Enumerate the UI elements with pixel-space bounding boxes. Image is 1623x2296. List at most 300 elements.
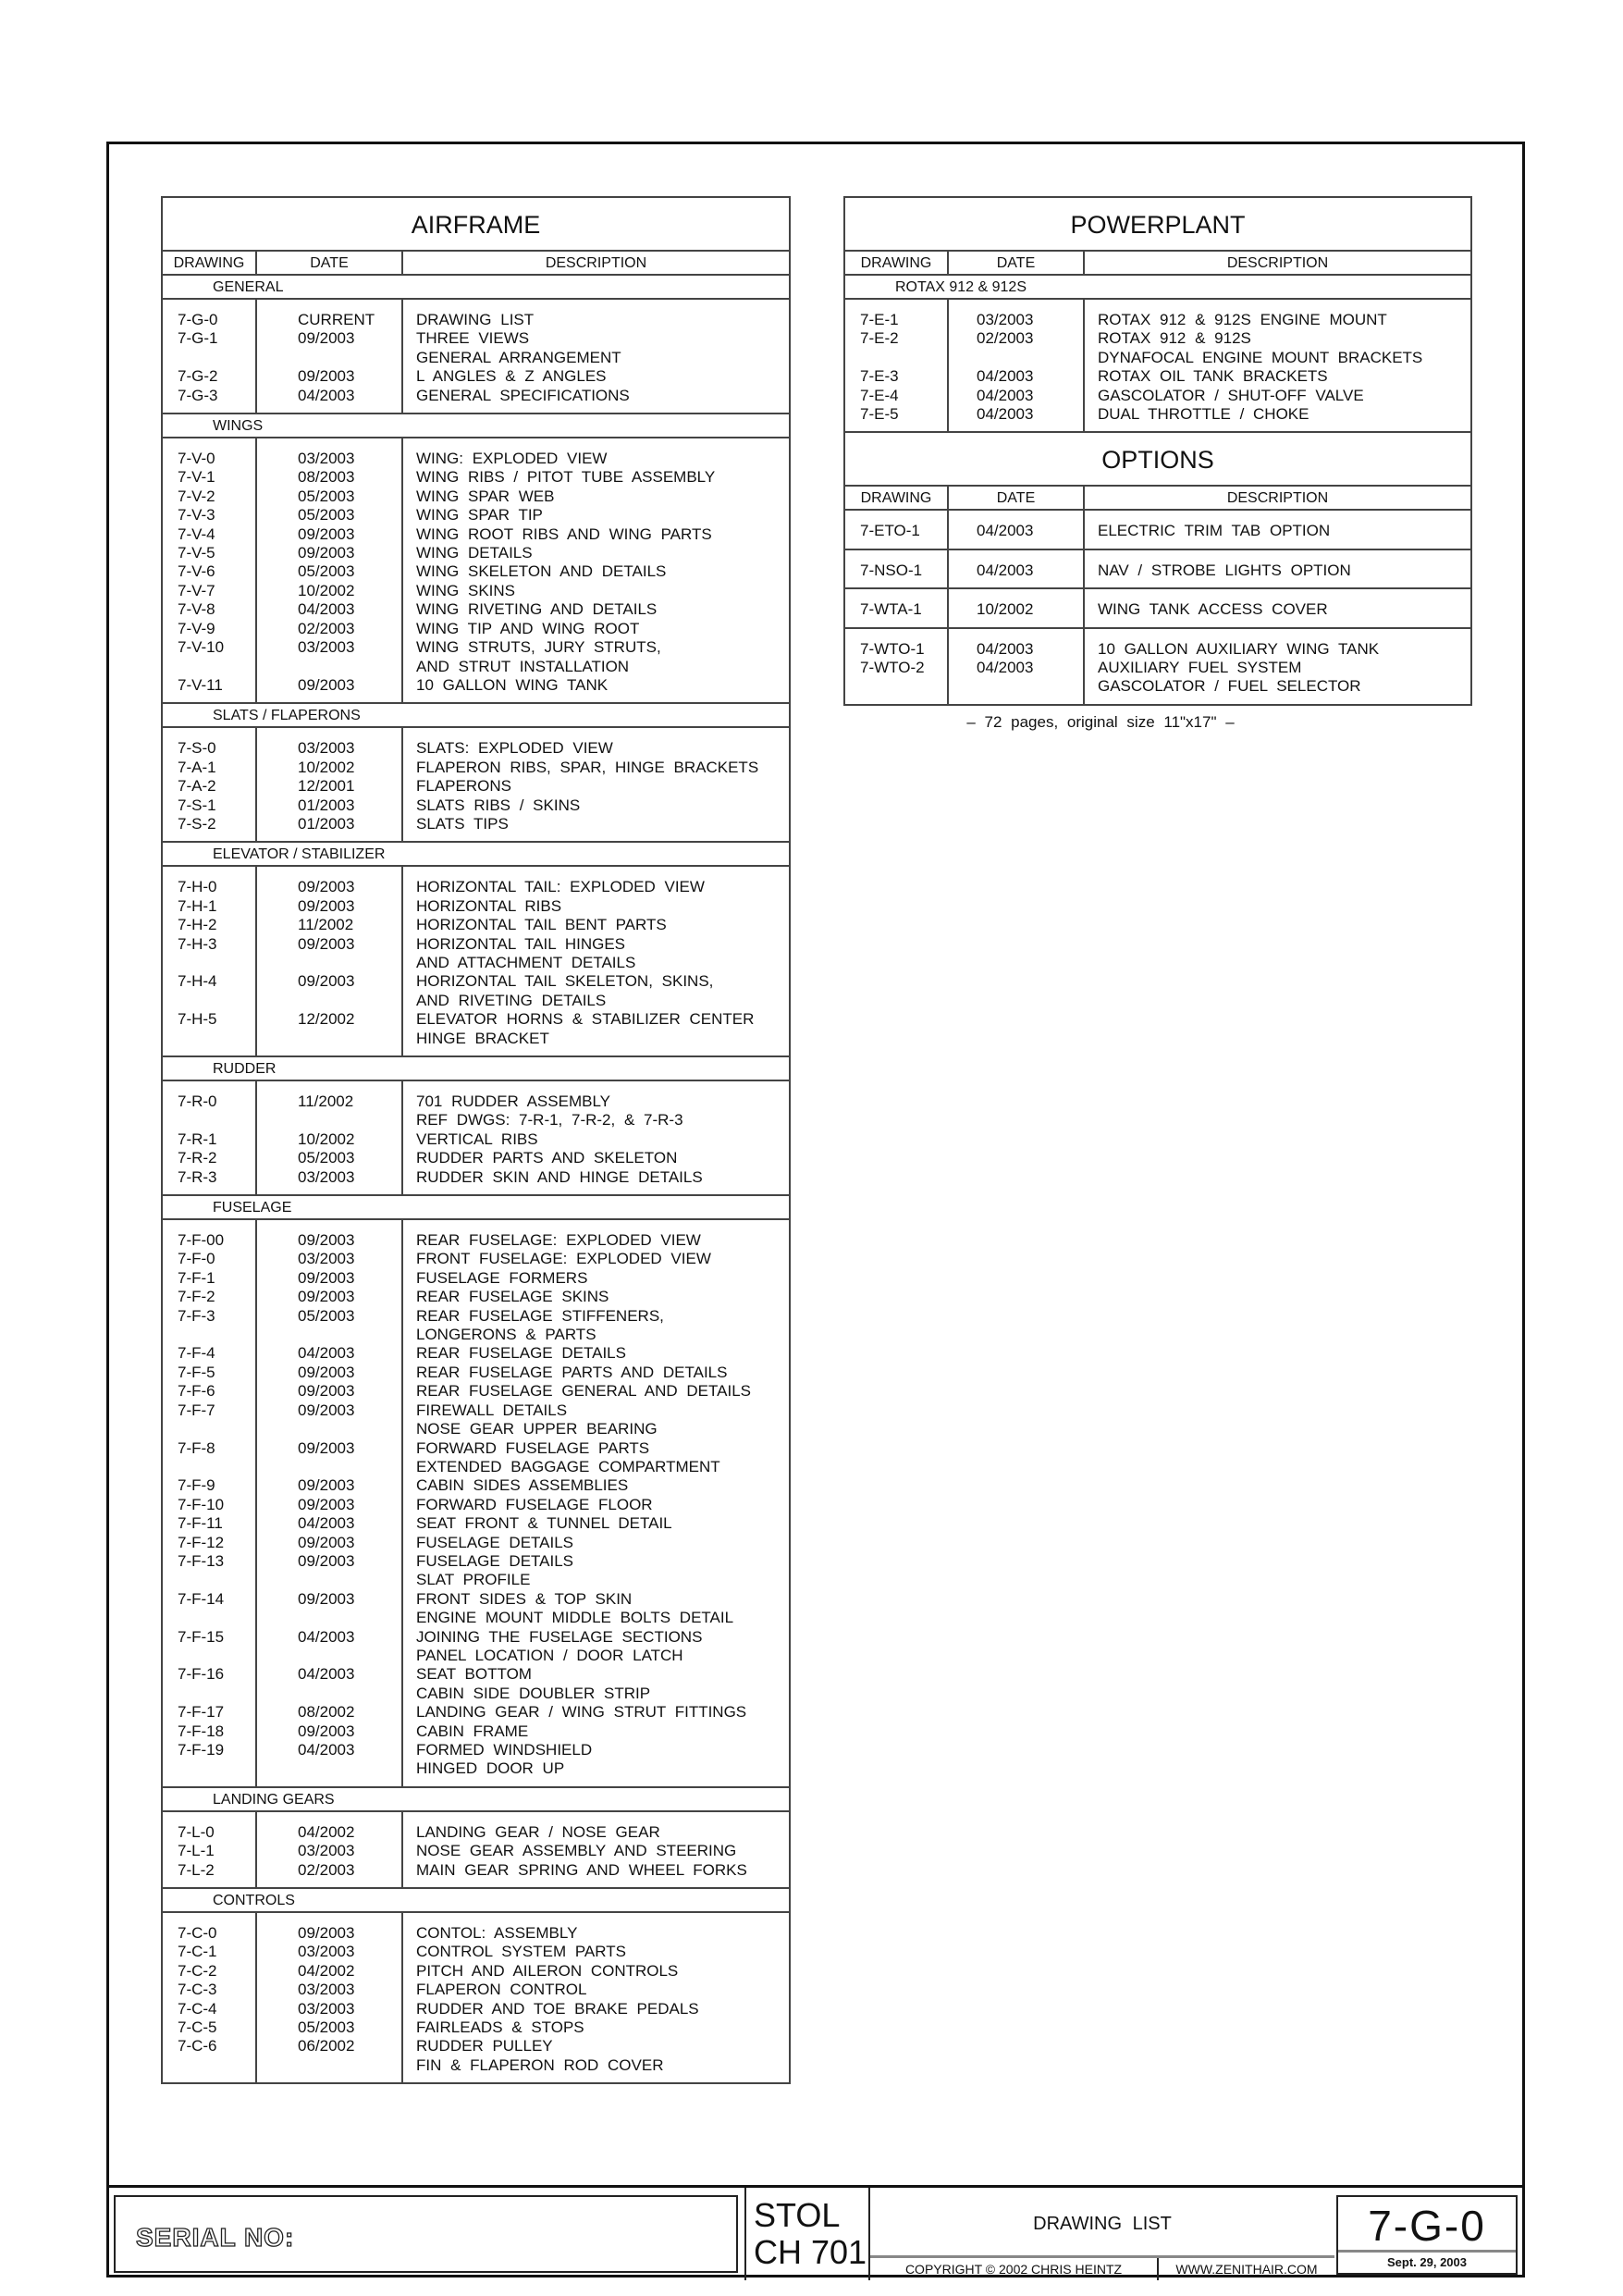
drawing-date: 12/2001 [298,777,355,796]
drawing-number [163,1647,255,1665]
drawing-number: 7-C-4 [178,1999,217,2018]
drawing-date: 04/2003 [298,600,355,619]
drawing-description: DYNAFOCAL ENGINE MOUNT BRACKETS [1098,348,1423,366]
drawing-description: AUXILIARY FUEL SYSTEM [1098,659,1302,677]
table-row [845,600,1470,619]
serial-number-field [114,2195,738,2273]
drawing-description: REAR FUSELAGE DETAILS [416,1344,626,1363]
section-body [163,300,789,414]
drawing-description: SLATS TIPS [416,814,509,833]
table-row [163,506,789,525]
drawing-date: 04/2003 [977,561,1034,579]
drawing-number-cell [1336,2195,1518,2275]
drawing-date [255,1647,401,1665]
table-row [163,1401,789,1420]
drawing-date [947,677,1083,696]
airframe-title: AIRFRAME [163,198,789,252]
drawing-date: 04/2003 [298,1344,355,1363]
table-row [163,1030,789,1048]
drawing-date [947,349,1083,367]
section-body [845,300,1470,433]
section-header: RUDDER [163,1057,789,1081]
drawing-number: 7-F-12 [178,1533,225,1551]
drawing-date: 01/2003 [298,796,355,814]
table-row [163,2056,789,2075]
drawing-date: 12/2002 [298,1010,355,1029]
drawing-number: 7-G-2 [178,367,218,386]
drawing-description: ROTAX 912 & 912S ENGINE MOUNT [1098,311,1387,328]
drawing-date: 11/2002 [298,1092,354,1110]
table-row [163,1823,789,1842]
drawing-number: 7-WTO-1 [860,639,925,658]
drawing-number: 7-F-00 [178,1231,225,1250]
drawing-number: 7-V-2 [178,487,215,505]
drawing-date: 09/2003 [298,1438,355,1457]
drawing-description: REAR FUSELAGE GENERAL AND DETAILS [416,1382,751,1401]
table-row [163,1092,789,1111]
table-row [163,1382,789,1401]
drawing-description: RUDDER AND TOE BRAKE PEDALS [416,1999,699,2018]
table-row [163,367,789,386]
table-row [163,1861,789,1880]
table-row [845,349,1470,367]
drawing-number: 7-C-1 [178,1943,217,1961]
drawing-description: THREE VIEWS [416,329,530,348]
table-row [163,1962,789,1981]
drawing-number: 7-V-8 [178,600,215,619]
drawing-description: HORIZONTAL RIBS [416,896,562,915]
drawing-date [255,992,401,1010]
drawing-number [163,658,255,676]
drawing-description: ROTAX 912 & 912S [1098,329,1251,348]
table-row [163,2037,789,2055]
drawing-number [163,1759,255,1778]
drawing-number: 7-H-5 [178,1010,217,1029]
drawing-description: VERTICAL RIBS [416,1129,538,1148]
drawing-number: 7-S-2 [178,814,216,833]
drawing-number: 7-V-1 [178,468,215,487]
drawing-description: ROTAX OIL TANK BRACKETS [1098,367,1328,386]
drawing-date: 10/2002 [298,1129,355,1148]
drawing-date [255,1326,401,1344]
table-row [163,1590,789,1609]
drawing-description: AND ATTACHMENT DETAILS [416,953,636,971]
drawing-date: 03/2003 [298,1842,355,1860]
section-body [163,728,789,843]
table-row [163,935,789,954]
table-row [845,405,1470,424]
drawing-date: 09/2003 [298,1231,355,1250]
drawing-number: 7-F-9 [178,1476,215,1495]
column-header-date: DATE [947,252,1083,275]
column-header-row [845,252,1470,276]
table-row [163,897,789,916]
drawing-date: 09/2003 [298,525,355,543]
table-row [163,468,789,487]
drawing-number: 7-H-2 [178,916,217,934]
section-body [163,1913,789,2082]
drawing-number: 7-F-10 [178,1495,225,1513]
drawing-date: 03/2003 [977,311,1034,328]
drawing-number: 7-C-6 [178,2037,217,2055]
drawing-date: 08/2002 [298,1703,355,1722]
drawing-date: 05/2003 [298,2018,355,2037]
table-row [163,676,789,695]
table-row [163,972,789,991]
drawing-description: RUDDER SKIN AND HINGE DETAILS [416,1167,703,1186]
drawing-date: 09/2003 [298,1288,355,1306]
drawing-number: 7-F-18 [178,1722,225,1740]
drawing-number: 7-C-0 [178,1924,217,1943]
drawing-description: WING TANK ACCESS COVER [1098,600,1328,619]
drawing-date: 03/2003 [298,1999,355,2018]
title-block [106,2185,1525,2280]
table-row [163,1534,789,1552]
drawing-description: PANEL LOCATION / DOOR LATCH [416,1646,683,1664]
table-row [163,2018,789,2037]
table-row [163,387,789,405]
drawing-number: 7-V-3 [178,506,215,525]
drawing-number: 7-G-1 [178,329,218,348]
airframe-table [161,196,791,2084]
drawing-number [163,1420,255,1438]
drawing-date: 11/2002 [298,916,354,934]
drawing-description: HORIZONTAL TAIL SKELETON, SKINS, [416,972,714,991]
drawing-number: 7-F-5 [178,1363,215,1381]
column-header-description: DESCRIPTION [1083,487,1470,510]
drawing-number [163,1030,255,1048]
drawing-number: 7-C-3 [178,1981,217,1999]
table-row [163,1943,789,1961]
drawing-description: HORIZONTAL TAIL HINGES [416,934,625,953]
section-body [163,1220,789,1788]
drawing-description: FIREWALL DETAILS [416,1401,568,1419]
drawing-number [163,1326,255,1344]
drawing-description: FORWARD FUSELAGE PARTS [416,1438,650,1457]
table-row [163,1924,789,1943]
drawing-description: PITCH AND AILERON CONTROLS [416,1961,679,1980]
drawing-description: WING SPAR TIP [416,506,543,525]
drawing-description: 701 RUDDER ASSEMBLY [416,1092,610,1110]
drawing-number: 7-V-6 [178,562,215,581]
drawing-description: SLATS: EXPLODED VIEW [416,739,613,758]
section-body [163,438,789,704]
section-body [845,589,1470,628]
drawing-description: WING TIP AND WING ROOT [416,619,640,637]
drawing-description: WING DETAILS [416,544,533,562]
column-header-row [163,252,789,276]
table-row [163,1647,789,1665]
drawing-number [163,1685,255,1703]
drawing-date: 04/2003 [298,386,355,404]
drawing-number: 7-F-15 [178,1627,225,1646]
table-row [163,1439,789,1458]
section-header: SLATS / FLAPERONS [163,704,789,728]
drawing-date: 04/2003 [977,639,1034,658]
drawing-number [163,992,255,1010]
drawing-date: 09/2003 [298,1382,355,1401]
table-row [163,544,789,562]
drawing-date: 03/2003 [298,638,355,657]
drawing-description: FIN & FLAPERON ROD COVER [416,2055,664,2074]
table-row [163,1628,789,1647]
table-row [163,1168,789,1187]
drawing-date: 09/2003 [298,934,355,953]
drawing-description: WING SPAR WEB [416,487,555,505]
drawing-number: 7-H-1 [178,896,217,915]
drawing-description: FLAPERONS [416,777,511,796]
drawing-date [255,954,401,972]
table-row [163,916,789,934]
table-row [163,1609,789,1627]
drawing-description: 10 GALLON WING TANK [416,675,609,694]
drawing-date: 04/2002 [298,1822,355,1841]
drawing-date [255,349,401,367]
drawing-description: GASCOLATOR / SHUT-OFF VALVE [1098,386,1364,404]
drawing-number: 7-G-0 [1368,2202,1486,2250]
drawing-date: 10/2002 [298,581,355,599]
drawing-description: MAIN GEAR SPRING AND WHEEL FORKS [416,1860,747,1879]
drawing-date: 02/2003 [298,1860,355,1879]
drawing-date: 02/2003 [977,329,1034,348]
drawing-date: 04/2003 [977,386,1034,404]
drawing-date: 04/2003 [298,1741,355,1759]
drawing-description: AND RIVETING DETAILS [416,991,607,1009]
drawing-number: 7-L-1 [178,1842,215,1860]
table-row [163,1231,789,1250]
drawing-description: REAR FUSELAGE: EXPLODED VIEW [416,1231,701,1250]
drawing-date: 05/2003 [298,487,355,505]
drawing-number: 7-H-0 [178,878,217,896]
drawing-number: 7-F-7 [178,1401,215,1419]
section-body [845,629,1470,704]
column-header-drawing: DRAWING [860,490,932,507]
drawing-date: 05/2003 [298,562,355,581]
section-header: ROTAX 912 & 912S [845,276,1470,300]
sheet-title: DRAWING LIST [1033,2214,1172,2234]
drawing-date: 10/2002 [298,758,355,776]
drawing-description: RUDDER PARTS AND SKELETON [416,1149,678,1167]
section-header: LANDING GEARS [163,1788,789,1812]
drawing-description: HINGE BRACKET [416,1029,549,1047]
drawing-date: 09/2003 [298,675,355,694]
model-cell [744,2188,870,2280]
drawing-date: 09/2003 [298,1268,355,1287]
drawing-date [255,658,401,676]
drawing-number: 7-C-2 [178,1961,217,1980]
table-row [163,2000,789,2018]
drawing-number: 7-F-14 [178,1589,225,1608]
section-body [163,1081,789,1196]
drawing-number: 7-F-0 [178,1250,215,1268]
drawing-number: 7-WTA-1 [860,600,922,619]
drawing-description: LONGERONS & PARTS [416,1326,596,1344]
drawing-description: CABIN SIDE DOUBLER STRIP [416,1684,651,1702]
drawing-number: 7-E-1 [860,311,899,328]
table-row [163,1364,789,1382]
drawing-date: 04/2003 [977,367,1034,386]
drawing-number: 7-F-17 [178,1703,225,1722]
table-row [163,1496,789,1514]
drawing-date: 09/2003 [298,896,355,915]
drawing-description: CABIN SIDES ASSEMBLIES [416,1476,629,1495]
table-row [163,1552,789,1571]
drawing-number: 7-E-3 [860,367,899,386]
table-row [163,1250,789,1268]
drawing-number: 7-F-19 [178,1741,225,1759]
drawing-date: 09/2003 [298,329,355,348]
table-row [845,311,1470,329]
drawing-description: WING RIVETING AND DETAILS [416,600,658,619]
drawing-number [163,1571,255,1589]
table-row [163,796,789,815]
table-row [163,488,789,506]
drawing-description: CONTOL: ASSEMBLY [416,1924,578,1943]
powerplant-table [843,196,1472,706]
table-row [163,878,789,896]
table-row [163,620,789,638]
drawing-date: 06/2002 [298,2037,355,2055]
drawing-date: 09/2003 [298,1363,355,1381]
table-row [163,311,789,329]
drawing-description: SLATS RIBS / SKINS [416,796,581,814]
table-row [163,739,789,758]
drawing-description: L ANGLES & Z ANGLES [416,367,607,386]
table-row [163,1703,789,1722]
drawing-number: 7-V-7 [178,581,215,599]
drawing-number [163,1458,255,1476]
table-row [845,677,1470,696]
table-row [845,522,1470,540]
drawing-number: 7-E-2 [860,329,899,348]
table-row [845,387,1470,405]
drawing-date: 09/2003 [298,544,355,562]
drawing-date: 04/2003 [298,1627,355,1646]
drawing-number: 7-R-1 [178,1129,217,1148]
drawing-number: 7-F-2 [178,1288,215,1306]
drawing-date: 10/2002 [977,600,1034,619]
drawing-description: FUSELAGE FORMERS [416,1268,588,1287]
drawing-number: 7-F-16 [178,1665,225,1684]
drawing-number [163,1111,255,1129]
drawing-number: 7-C-5 [178,2018,217,2037]
drawing-number: 7-F-1 [178,1268,215,1287]
drawing-description: WING SKELETON AND DETAILS [416,562,667,581]
drawing-date: 09/2003 [298,1551,355,1570]
drawing-description: FORMED WINDSHIELD [416,1741,593,1759]
drawing-number: 7-S-1 [178,796,216,814]
drawing-description: SEAT BOTTOM [416,1665,532,1684]
drawing-date: 09/2003 [298,1495,355,1513]
table-row [163,1288,789,1306]
drawing-description: LANDING GEAR / NOSE GEAR [416,1822,660,1841]
drawing-description: SEAT FRONT & TUNNEL DETAIL [416,1514,672,1533]
copyright: COPYRIGHT © 2002 CHRIS HEINTZ [904,2262,1123,2277]
drawing-date [255,1609,401,1627]
drawing-date: 04/2003 [298,1665,355,1684]
drawing-date: 09/2003 [298,878,355,896]
drawing-description: GENERAL ARRANGEMENT [416,348,621,366]
drawing-number: 7-E-5 [860,405,899,424]
column-header-drawing: DRAWING [860,255,932,271]
drawing-number: 7-E-4 [860,386,899,404]
drawing-description: FUSELAGE DETAILS [416,1533,574,1551]
table-row [163,562,789,581]
drawing-description: 10 GALLON AUXILIARY WING TANK [1098,639,1380,658]
drawing-number: 7-F-6 [178,1382,215,1401]
drawing-date: 09/2003 [298,1401,355,1419]
drawing-number: 7-V-11 [178,675,223,694]
drawing-date [255,2056,401,2075]
drawing-date: 02/2003 [298,619,355,637]
drawing-number: 7-V-9 [178,619,215,637]
drawing-description: DUAL THROTTLE / CHOKE [1098,405,1309,424]
drawing-number: 7-NSO-1 [860,561,923,579]
table-row [163,1420,789,1438]
model-line1: STOL [754,2196,841,2234]
table-row [163,1010,789,1029]
table-row [163,954,789,972]
drawing-date: 09/2003 [298,1533,355,1551]
drawing-date: 01/2003 [298,814,355,833]
drawing-date [255,1759,401,1778]
drawing-description: WING STRUTS, JURY STRUTS, [416,638,661,657]
drawing-date: 05/2003 [298,1306,355,1325]
drawing-description: WING ROOT RIBS AND WING PARTS [416,525,712,543]
drawing-date: 03/2003 [298,450,355,468]
drawing-date [255,1420,401,1438]
drawing-description: ENGINE MOUNT MIDDLE BOLTS DETAIL [416,1609,734,1627]
drawing-number: 7-F-11 [178,1514,223,1533]
table-row [163,525,789,544]
drawing-description: HINGED DOOR UP [416,1759,565,1778]
drawing-date: CURRENT [298,311,375,328]
table-row [163,1476,789,1495]
drawing-number: 7-R-2 [178,1149,217,1167]
drawing-date [255,1571,401,1589]
drawing-number: 7-R-3 [178,1167,217,1186]
drawing-date: 09/2003 [298,1722,355,1740]
drawing-number: 7-L-0 [178,1822,215,1841]
drawing-number: 7-S-0 [178,739,216,758]
drawing-number: 7-F-3 [178,1306,215,1325]
drawing-description: WING SKINS [416,581,516,599]
table-row [163,600,789,619]
table-row [163,349,789,367]
drawing-date: Sept. 29, 2003 [1338,2250,1516,2273]
table-row [163,1722,789,1741]
table-row [163,1741,789,1759]
table-row [163,777,789,796]
drawing-date: 04/2003 [977,522,1034,540]
drawing-description: WING: EXPLODED VIEW [416,450,608,468]
table-row [845,329,1470,348]
table-row [163,992,789,1010]
section-body [163,1812,789,1889]
drawing-description: GENERAL SPECIFICATIONS [416,386,630,404]
drawing-date: 09/2003 [298,1589,355,1608]
drawing-description: NOSE GEAR ASSEMBLY AND STEERING [416,1842,737,1860]
table-row [845,640,1470,659]
table-row [163,1344,789,1363]
drawing-number: 7-A-2 [178,777,216,796]
drawing-description: RUDDER PULLEY [416,2037,553,2055]
drawing-description: ELECTRIC TRIM TAB OPTION [1098,522,1331,540]
table-row [163,450,789,468]
page-count-note: – 72 pages, original size 11"x17" – [966,713,1235,731]
drawing-date: 03/2003 [298,1167,355,1186]
drawing-date: 05/2003 [298,506,355,525]
